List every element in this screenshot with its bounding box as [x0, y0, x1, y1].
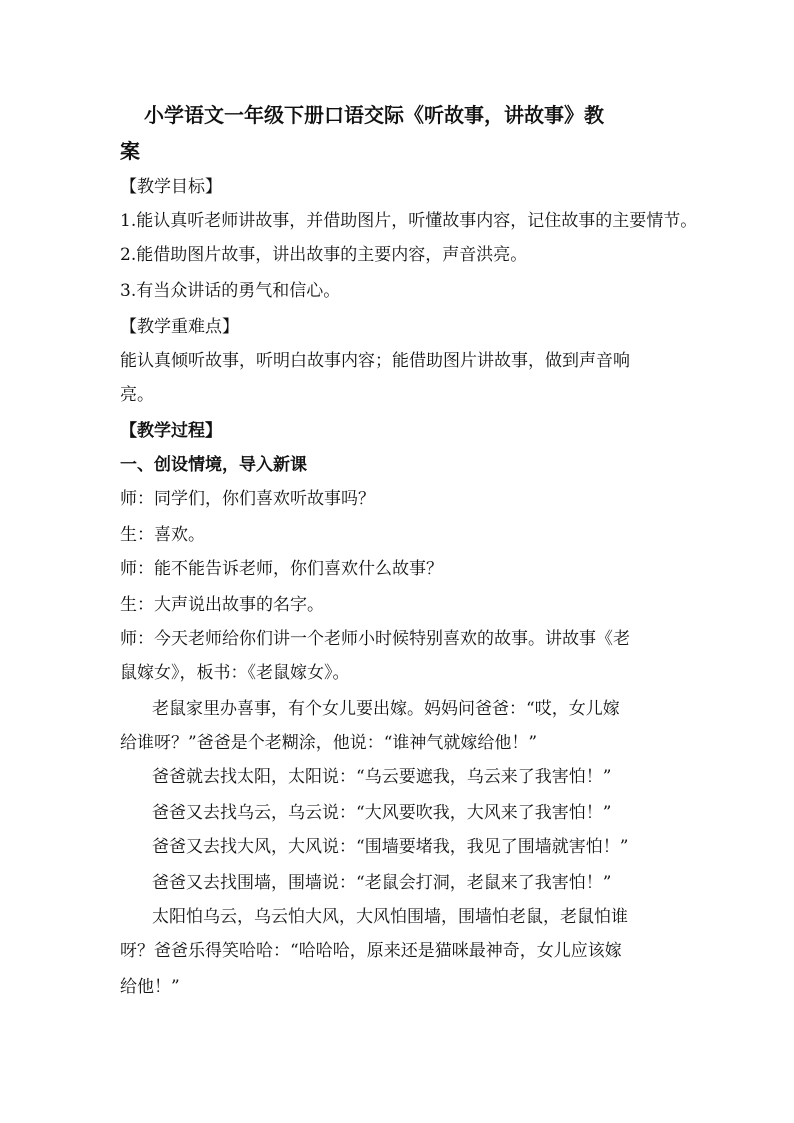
goal-item-2: 2.能借助图片故事，讲出故事的主要内容，声音洪亮。	[120, 245, 528, 265]
story-paragraph-final-line-3: 给他！”	[120, 977, 180, 997]
story-paragraph-1-line-1: 老鼠家里办喜事，有个女儿要出嫁。妈妈问爸爸：“哎，女儿嫁	[152, 699, 620, 719]
dialogue-line-6: 鼠嫁女》，板书：《老鼠嫁女》。	[120, 663, 350, 683]
section-heading-process: 【教学过程】	[120, 421, 222, 441]
step-heading-1: 一、创设情境，导入新课	[120, 455, 307, 475]
goal-item-1: 1.能认真听老师讲故事，并借助图片，听懂故事内容，记住故事的主要情节。	[120, 211, 698, 231]
key-points-text-line-1: 能认真倾听故事，听明白故事内容；能借助图片讲故事，做到声音响	[120, 351, 630, 371]
dialogue-line-4: 生：大声说出故事的名字。	[120, 595, 324, 615]
dialogue-line-1: 师：同学们，你们喜欢听故事吗？	[120, 489, 375, 509]
goal-item-3: 3.有当众讲话的勇气和信心。	[120, 281, 341, 301]
document-title-line-2: 案	[120, 139, 140, 163]
dialogue-line-5: 师：今天老师给你们讲一个老师小时候特别喜欢的故事。讲故事《老	[120, 629, 630, 649]
document-title-line-1: 小学语文一年级下册口语交际《听故事，讲故事》教	[144, 103, 604, 127]
story-line-wall: 爸爸又去找围墙，围墙说：“老鼠会打洞，老鼠来了我害怕！”	[152, 873, 612, 893]
key-points-text-line-2: 亮。	[120, 385, 154, 405]
story-paragraph-1-line-2: 给谁呀？”爸爸是个老糊涂，他说：“谁神气就嫁给他！”	[120, 733, 538, 753]
dialogue-line-2: 生：喜欢。	[120, 525, 205, 545]
section-heading-key-points: 【教学重难点】	[120, 317, 239, 337]
story-paragraph-final-line-1: 太阳怕乌云，乌云怕大风，大风怕围墙，围墙怕老鼠，老鼠怕谁	[152, 907, 628, 927]
story-line-wind: 爸爸又去找大风，大风说：“围墙要堵我，我见了围墙就害怕！”	[152, 837, 629, 857]
dialogue-line-3: 师：能不能告诉老师，你们喜欢什么故事？	[120, 559, 443, 579]
story-paragraph-final-line-2: 呀？爸爸乐得笑哈哈：“哈哈哈，原来还是猫咪最神奇，女儿应该嫁	[120, 941, 622, 961]
story-line-sun: 爸爸就去找太阳，太阳说：“乌云要遮我，乌云来了我害怕！”	[152, 767, 612, 787]
story-line-cloud: 爸爸又去找乌云，乌云说：“大风要吹我，大风来了我害怕！”	[152, 803, 612, 823]
section-heading-goals: 【教学目标】	[120, 177, 222, 197]
